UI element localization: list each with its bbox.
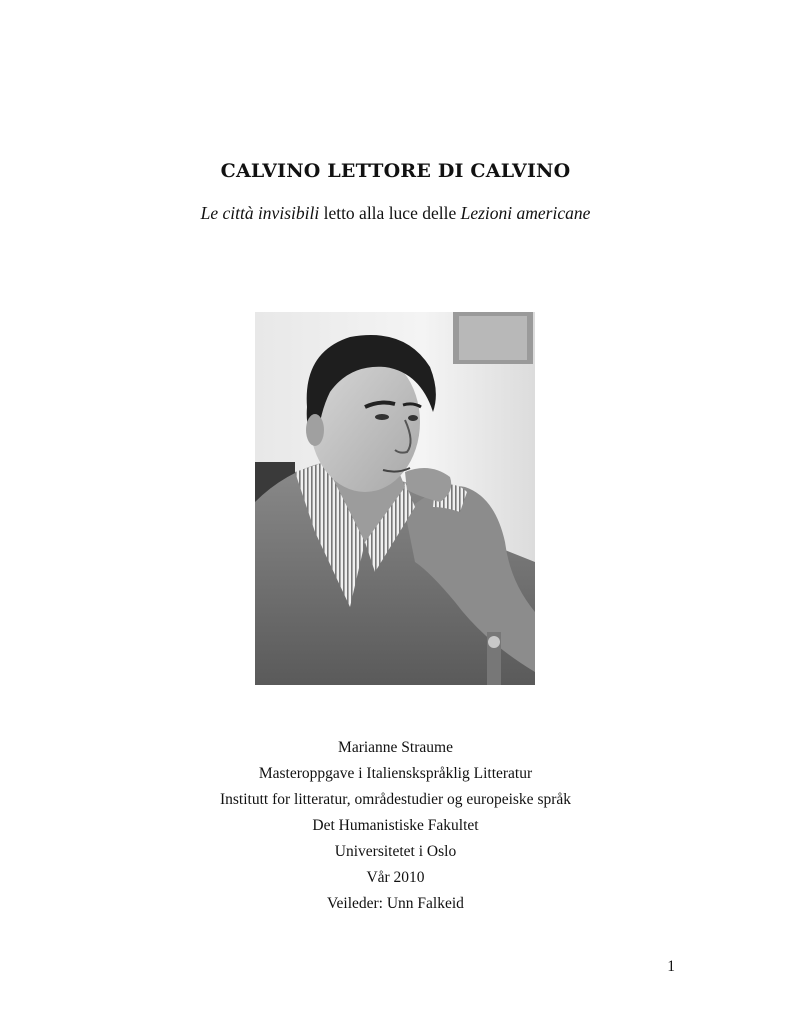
page-number: 1 <box>667 958 675 975</box>
thesis-type: Masteroppgave i Italienskspråklig Litteratur <box>258 765 533 782</box>
subtitle-connector-text: letto alla luce delle <box>319 203 461 223</box>
semester-year: Vår 2010 <box>366 869 425 886</box>
university-name: Universitetet i Oslo <box>334 843 457 860</box>
credits-block <box>0 735 791 917</box>
document-subtitle <box>0 203 791 224</box>
portrait-illustration <box>255 312 535 685</box>
subtitle-italic-book-title: Le città invisibili <box>200 203 320 223</box>
institute-name: Institutt for litteratur, områdestudier og europeiske språk <box>219 791 572 808</box>
supervisor: Veileder: Unn Falkeid <box>327 895 464 912</box>
faculty-name: Det Humanistiske Fakultet <box>312 817 479 834</box>
author-name: Marianne Straume <box>338 739 453 756</box>
document-title: CALVINO LETTORE DI CALVINO <box>220 160 571 182</box>
author-portrait-photo <box>255 312 535 685</box>
subtitle-italic-lectures-title: Lezioni americane <box>460 203 591 223</box>
